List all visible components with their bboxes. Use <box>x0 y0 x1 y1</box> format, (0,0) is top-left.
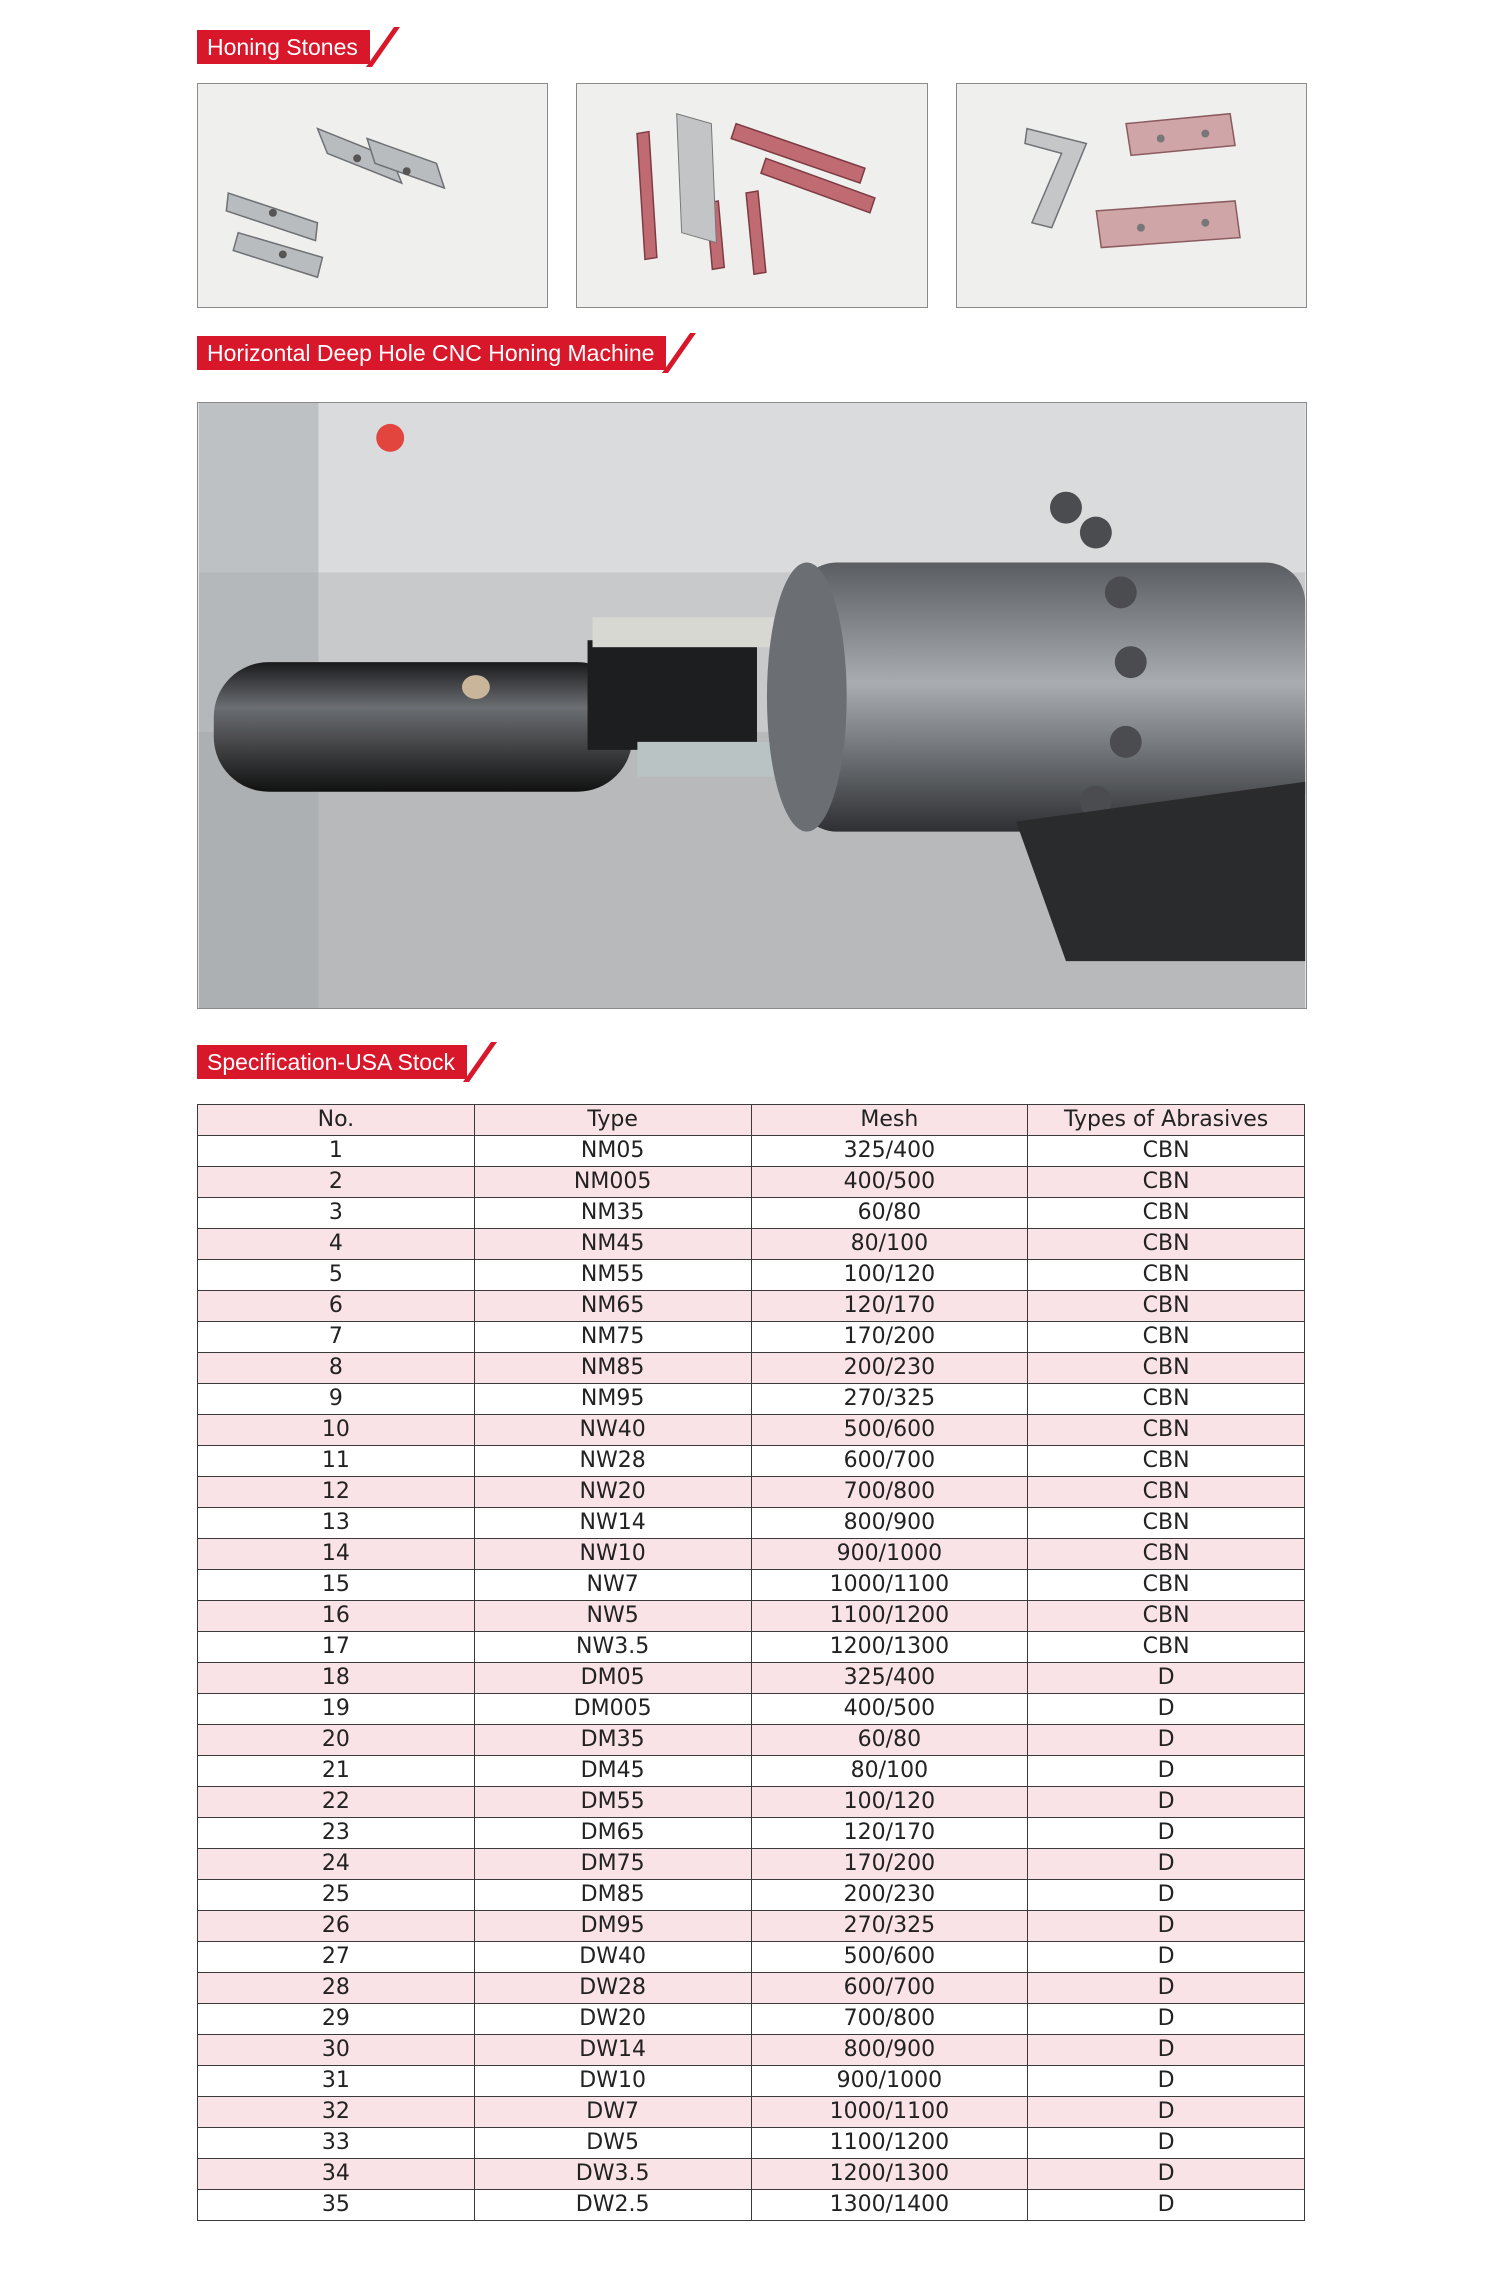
header-mesh: Mesh <box>751 1105 1028 1136</box>
cell-type: DW20 <box>474 2004 751 2035</box>
table-row <box>198 1880 1305 1911</box>
table-row <box>198 2190 1305 2221</box>
cell-no: 30 <box>198 2035 475 2066</box>
cell-mesh: 270/325 <box>751 1384 1028 1415</box>
table-row <box>198 1632 1305 1663</box>
cell-no: 34 <box>198 2159 475 2190</box>
table-row <box>198 1477 1305 1508</box>
table-row <box>198 1818 1305 1849</box>
cell-no: 8 <box>198 1353 475 1384</box>
cell-type: DW40 <box>474 1942 751 1973</box>
table-row <box>198 1787 1305 1818</box>
cell-no: 11 <box>198 1446 475 1477</box>
cell-mesh: 1000/1100 <box>751 2097 1028 2128</box>
cell-type: DW14 <box>474 2035 751 2066</box>
cell-abrasive: CBN <box>1028 1632 1305 1663</box>
cell-abrasive: D <box>1028 2128 1305 2159</box>
header-abrasive: Types of Abrasives <box>1028 1105 1305 1136</box>
cell-abrasive: CBN <box>1028 1415 1305 1446</box>
table-row <box>198 1260 1305 1291</box>
cell-abrasive: D <box>1028 1973 1305 2004</box>
cell-abrasive: CBN <box>1028 1446 1305 1477</box>
cell-abrasive: D <box>1028 2035 1305 2066</box>
cell-mesh: 60/80 <box>751 1198 1028 1229</box>
cell-mesh: 200/230 <box>751 1880 1028 1911</box>
cell-abrasive: CBN <box>1028 1229 1305 1260</box>
table-row <box>198 1353 1305 1384</box>
table-row <box>198 2159 1305 2190</box>
cell-abrasive: CBN <box>1028 1508 1305 1539</box>
cell-mesh: 400/500 <box>751 1694 1028 1725</box>
cell-type: NW3.5 <box>474 1632 751 1663</box>
table-body <box>198 1136 1305 2221</box>
cell-no: 13 <box>198 1508 475 1539</box>
cell-mesh: 600/700 <box>751 1973 1028 2004</box>
table-row <box>198 1415 1305 1446</box>
cell-type: DM005 <box>474 1694 751 1725</box>
cell-abrasive: CBN <box>1028 1260 1305 1291</box>
table-row <box>198 1229 1305 1260</box>
honing-machine-image <box>198 403 1306 1008</box>
header-type: Type <box>474 1105 751 1136</box>
cell-abrasive: CBN <box>1028 1291 1305 1322</box>
table-row <box>198 1849 1305 1880</box>
table-row <box>198 2004 1305 2035</box>
cell-abrasive: D <box>1028 1756 1305 1787</box>
cell-mesh: 120/170 <box>751 1818 1028 1849</box>
cell-mesh: 1200/1300 <box>751 2159 1028 2190</box>
cell-abrasive: D <box>1028 1694 1305 1725</box>
cell-abrasive: D <box>1028 1725 1305 1756</box>
table-row <box>198 1539 1305 1570</box>
table-row <box>198 1942 1305 1973</box>
cell-mesh: 1200/1300 <box>751 1632 1028 1663</box>
cell-type: NM85 <box>474 1353 751 1384</box>
slash-decoration <box>463 1042 497 1082</box>
cell-type: DM85 <box>474 1880 751 1911</box>
cell-no: 14 <box>198 1539 475 1570</box>
cell-mesh: 900/1000 <box>751 1539 1028 1570</box>
cell-type: NM65 <box>474 1291 751 1322</box>
cell-no: 16 <box>198 1601 475 1632</box>
cell-abrasive: CBN <box>1028 1322 1305 1353</box>
table-row <box>198 1973 1305 2004</box>
photo-honing-machine <box>197 402 1307 1009</box>
table-row <box>198 1570 1305 1601</box>
cell-no: 33 <box>198 2128 475 2159</box>
cell-abrasive: CBN <box>1028 1136 1305 1167</box>
cell-abrasive: CBN <box>1028 1198 1305 1229</box>
cell-mesh: 170/200 <box>751 1322 1028 1353</box>
cell-mesh: 500/600 <box>751 1942 1028 1973</box>
section-tag-honing-stones <box>197 30 386 64</box>
cell-no: 24 <box>198 1849 475 1880</box>
cell-abrasive: CBN <box>1028 1601 1305 1632</box>
cell-type: NW20 <box>474 1477 751 1508</box>
cell-type: DW2.5 <box>474 2190 751 2221</box>
cell-type: NM45 <box>474 1229 751 1260</box>
cell-no: 23 <box>198 1818 475 1849</box>
table-row <box>198 2097 1305 2128</box>
cell-type: NM75 <box>474 1322 751 1353</box>
cell-mesh: 700/800 <box>751 2004 1028 2035</box>
cell-no: 19 <box>198 1694 475 1725</box>
cell-abrasive: D <box>1028 1663 1305 1694</box>
cell-abrasive: D <box>1028 2159 1305 2190</box>
cell-mesh: 80/100 <box>751 1229 1028 1260</box>
cell-mesh: 400/500 <box>751 1167 1028 1198</box>
cell-no: 32 <box>198 2097 475 2128</box>
cell-no: 17 <box>198 1632 475 1663</box>
table-row <box>198 1446 1305 1477</box>
cell-no: 5 <box>198 1260 475 1291</box>
cell-abrasive: D <box>1028 2004 1305 2035</box>
cell-abrasive: CBN <box>1028 1167 1305 1198</box>
cell-mesh: 800/900 <box>751 1508 1028 1539</box>
cell-mesh: 500/600 <box>751 1415 1028 1446</box>
cell-type: DW7 <box>474 2097 751 2128</box>
cell-abrasive: D <box>1028 1911 1305 1942</box>
cell-no: 2 <box>198 1167 475 1198</box>
cell-type: NM05 <box>474 1136 751 1167</box>
cell-type: NM55 <box>474 1260 751 1291</box>
header-no: No. <box>198 1105 475 1136</box>
cell-no: 3 <box>198 1198 475 1229</box>
cell-abrasive: CBN <box>1028 1570 1305 1601</box>
cell-type: DM05 <box>474 1663 751 1694</box>
table-row <box>198 1136 1305 1167</box>
cell-abrasive: D <box>1028 1849 1305 1880</box>
cell-mesh: 100/120 <box>751 1787 1028 1818</box>
table-header-row <box>198 1105 1305 1136</box>
cell-abrasive: CBN <box>1028 1384 1305 1415</box>
photo-mixed-honing-stones <box>956 83 1307 308</box>
slash-decoration <box>662 333 696 373</box>
pink-stones-image <box>577 84 927 307</box>
cell-mesh: 800/900 <box>751 2035 1028 2066</box>
cell-mesh: 60/80 <box>751 1725 1028 1756</box>
cell-type: NW7 <box>474 1570 751 1601</box>
section-title: Specification-USA Stock <box>197 1045 467 1079</box>
spec-table <box>197 1104 1305 2221</box>
cell-type: DM95 <box>474 1911 751 1942</box>
cell-mesh: 1100/1200 <box>751 2128 1028 2159</box>
cell-abrasive: D <box>1028 2097 1305 2128</box>
mixed-stones-image <box>957 84 1306 307</box>
cell-mesh: 900/1000 <box>751 2066 1028 2097</box>
cell-mesh: 1100/1200 <box>751 1601 1028 1632</box>
cell-abrasive: CBN <box>1028 1539 1305 1570</box>
cell-abrasive: D <box>1028 1880 1305 1911</box>
table-row <box>198 1198 1305 1229</box>
cell-no: 4 <box>198 1229 475 1260</box>
cell-no: 18 <box>198 1663 475 1694</box>
cell-type: DW10 <box>474 2066 751 2097</box>
cell-type: DM35 <box>474 1725 751 1756</box>
cell-abrasive: CBN <box>1028 1353 1305 1384</box>
cell-mesh: 325/400 <box>751 1136 1028 1167</box>
cell-type: DW3.5 <box>474 2159 751 2190</box>
cell-mesh: 270/325 <box>751 1911 1028 1942</box>
cell-no: 31 <box>198 2066 475 2097</box>
cell-no: 29 <box>198 2004 475 2035</box>
cell-type: DM55 <box>474 1787 751 1818</box>
cell-type: NW5 <box>474 1601 751 1632</box>
cell-type: DM65 <box>474 1818 751 1849</box>
table-row <box>198 1663 1305 1694</box>
cell-no: 12 <box>198 1477 475 1508</box>
table-row <box>198 1601 1305 1632</box>
cell-mesh: 1000/1100 <box>751 1570 1028 1601</box>
cell-type: NW10 <box>474 1539 751 1570</box>
cell-type: NM95 <box>474 1384 751 1415</box>
cell-mesh: 600/700 <box>751 1446 1028 1477</box>
cell-no: 28 <box>198 1973 475 2004</box>
table-row <box>198 1291 1305 1322</box>
cell-abrasive: CBN <box>1028 1477 1305 1508</box>
metal-stones-image <box>198 84 547 307</box>
cell-abrasive: D <box>1028 2190 1305 2221</box>
cell-mesh: 200/230 <box>751 1353 1028 1384</box>
table-row <box>198 1694 1305 1725</box>
cell-no: 25 <box>198 1880 475 1911</box>
cell-abrasive: D <box>1028 1942 1305 1973</box>
cell-mesh: 100/120 <box>751 1260 1028 1291</box>
slash-decoration <box>366 27 400 67</box>
cell-no: 1 <box>198 1136 475 1167</box>
photo-metal-honing-stones <box>197 83 548 308</box>
table-row <box>198 1322 1305 1353</box>
cell-type: DW5 <box>474 2128 751 2159</box>
cell-no: 20 <box>198 1725 475 1756</box>
table-row <box>198 1508 1305 1539</box>
cell-no: 10 <box>198 1415 475 1446</box>
table-row <box>198 1911 1305 1942</box>
cell-abrasive: D <box>1028 1787 1305 1818</box>
cell-type: NW28 <box>474 1446 751 1477</box>
cell-type: DM75 <box>474 1849 751 1880</box>
table-row <box>198 2035 1305 2066</box>
table-row <box>198 1167 1305 1198</box>
cell-type: DW28 <box>474 1973 751 2004</box>
cell-no: 6 <box>198 1291 475 1322</box>
cell-no: 15 <box>198 1570 475 1601</box>
cell-mesh: 80/100 <box>751 1756 1028 1787</box>
cell-type: NM35 <box>474 1198 751 1229</box>
cell-mesh: 1300/1400 <box>751 2190 1028 2221</box>
cell-abrasive: D <box>1028 1818 1305 1849</box>
table-row <box>198 1384 1305 1415</box>
table-row <box>198 2128 1305 2159</box>
cell-mesh: 700/800 <box>751 1477 1028 1508</box>
cell-no: 7 <box>198 1322 475 1353</box>
cell-no: 26 <box>198 1911 475 1942</box>
cell-type: NW40 <box>474 1415 751 1446</box>
section-title: Horizontal Deep Hole CNC Honing Machine <box>197 336 666 370</box>
cell-mesh: 170/200 <box>751 1849 1028 1880</box>
cell-no: 21 <box>198 1756 475 1787</box>
cell-no: 22 <box>198 1787 475 1818</box>
cell-type: NM005 <box>474 1167 751 1198</box>
cell-no: 35 <box>198 2190 475 2221</box>
table-row <box>198 1725 1305 1756</box>
section-tag-spec <box>197 1045 483 1079</box>
section-title: Honing Stones <box>197 30 370 64</box>
cell-mesh: 325/400 <box>751 1663 1028 1694</box>
photo-pink-honing-stones <box>576 83 928 308</box>
cell-type: DM45 <box>474 1756 751 1787</box>
cell-no: 27 <box>198 1942 475 1973</box>
table-row <box>198 2066 1305 2097</box>
cell-mesh: 120/170 <box>751 1291 1028 1322</box>
cell-abrasive: D <box>1028 2066 1305 2097</box>
cell-type: NW14 <box>474 1508 751 1539</box>
table-row <box>198 1756 1305 1787</box>
cell-no: 9 <box>198 1384 475 1415</box>
section-tag-machine <box>197 336 682 370</box>
